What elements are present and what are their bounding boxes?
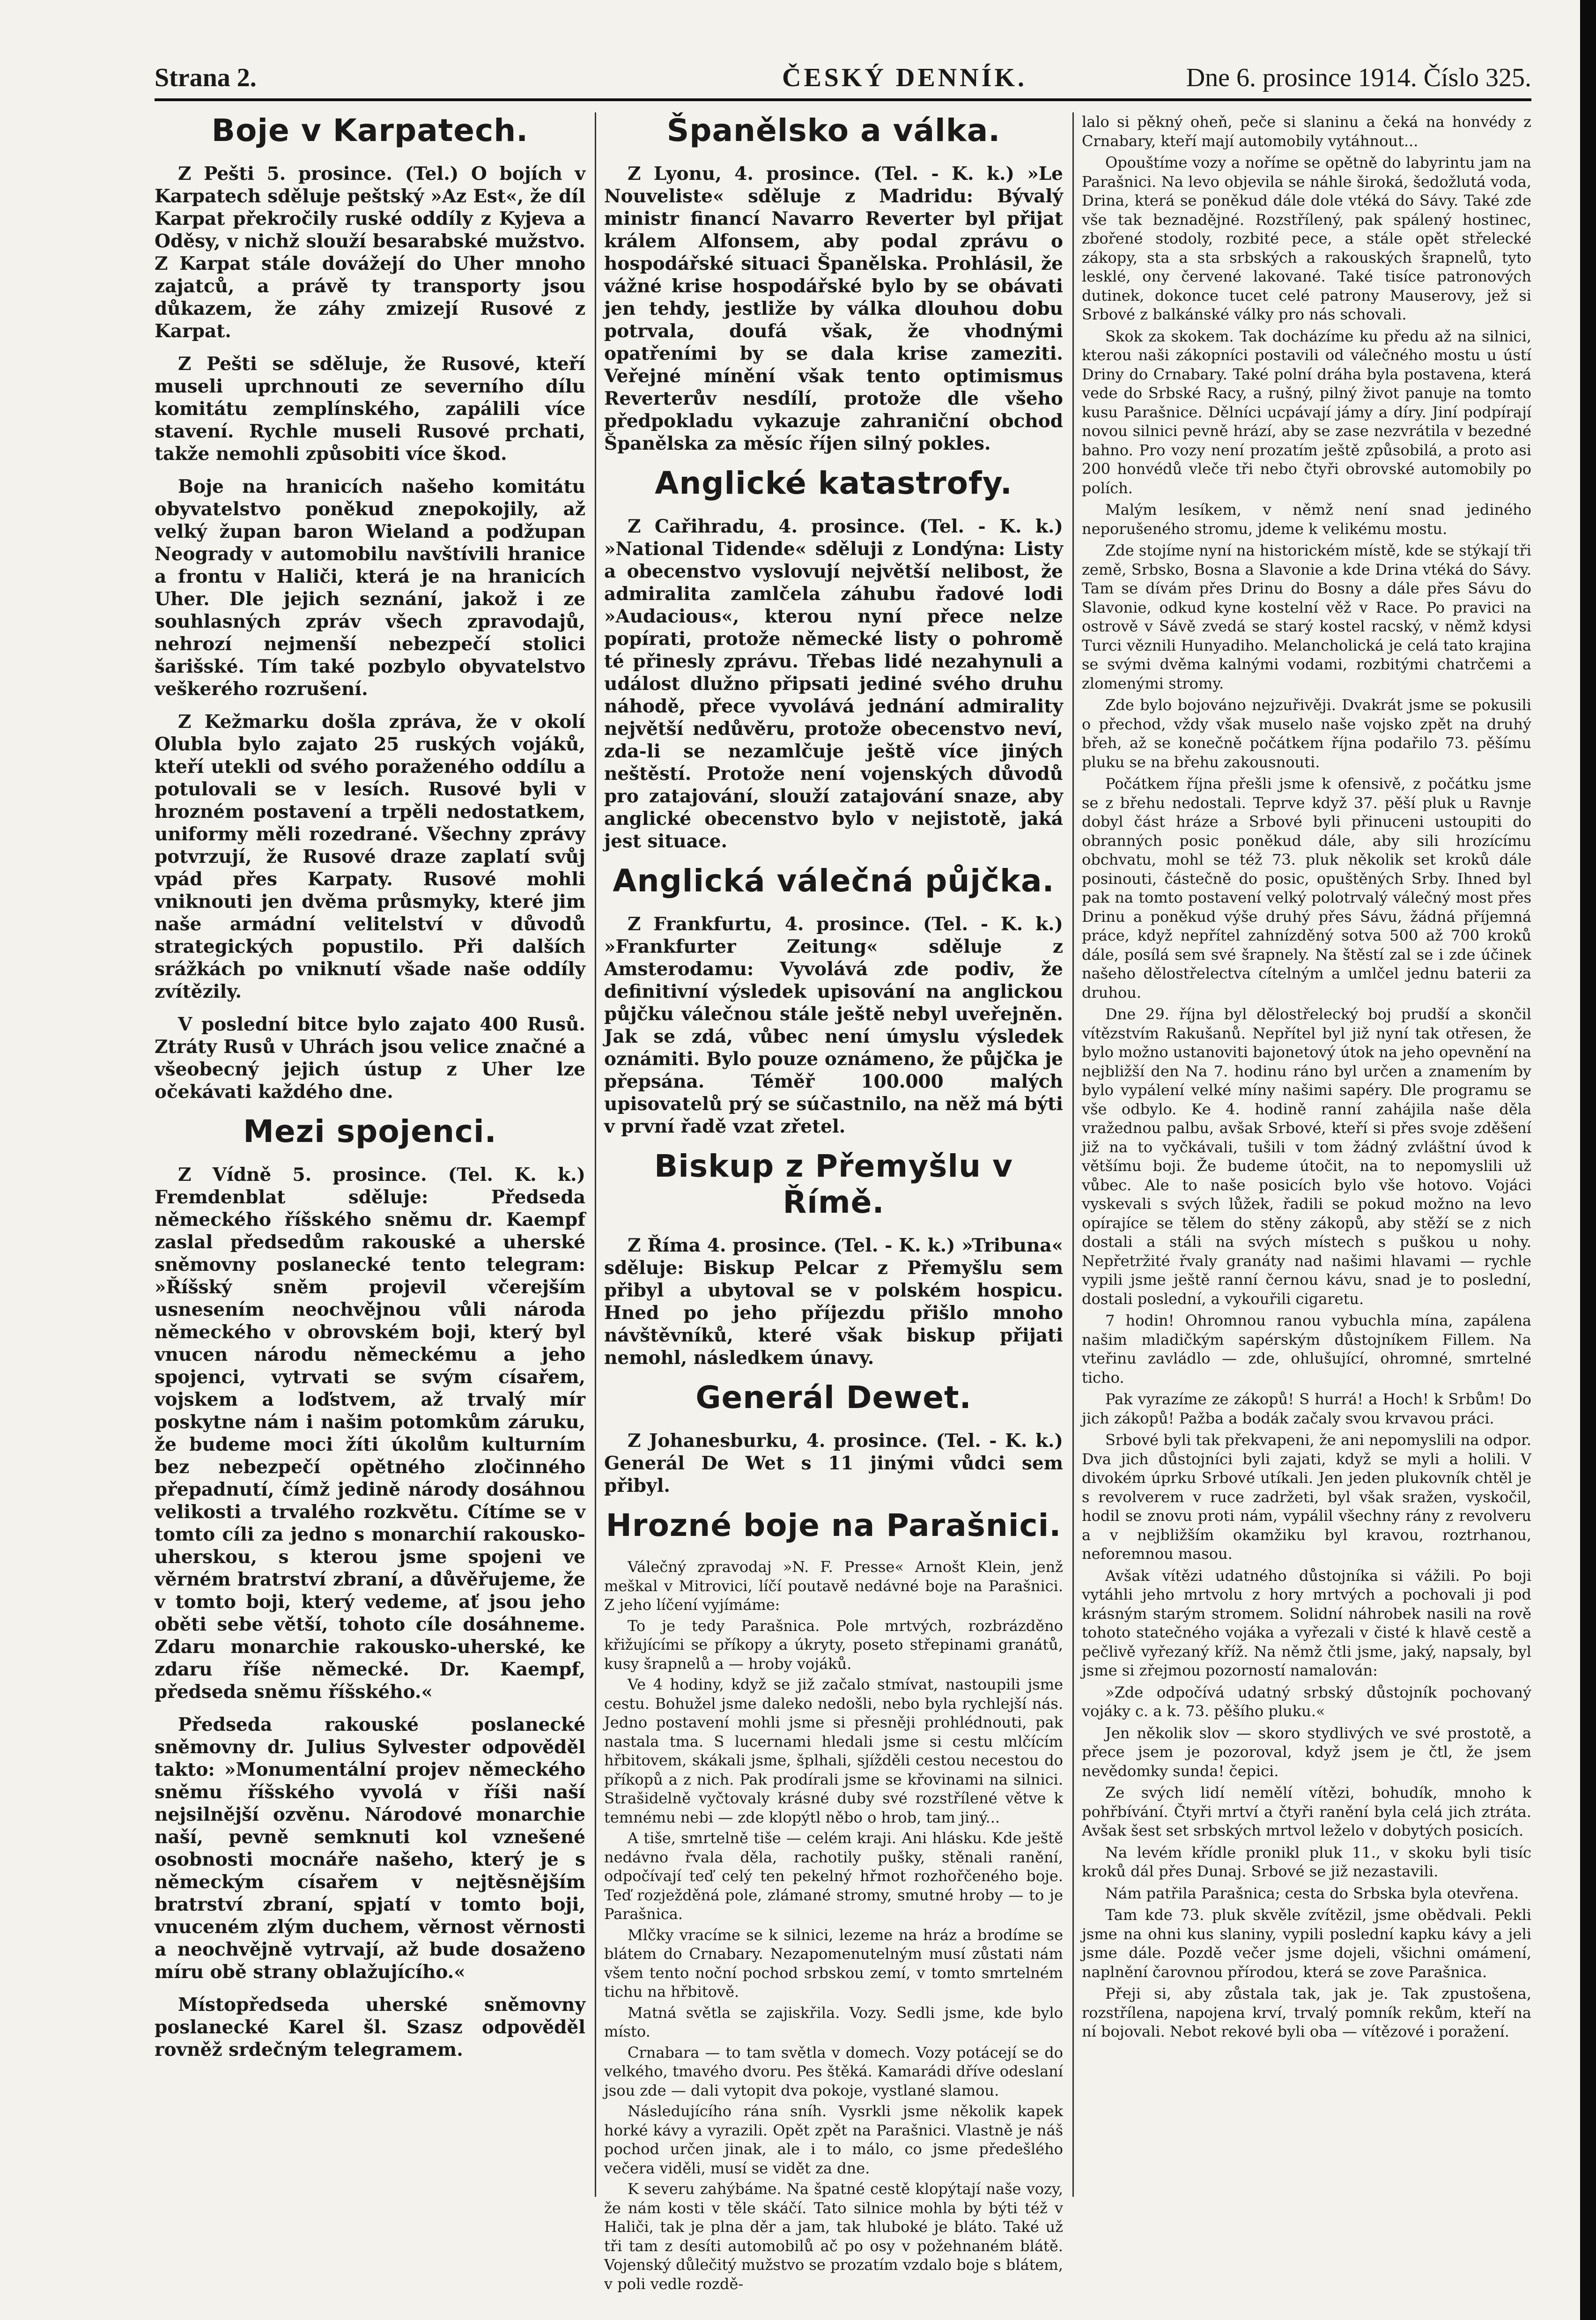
newspaper-page [155, 56, 1531, 2293]
article-paragraph: Avšak vítězi udatného důstojníka si vážili. Po boji vytáhli jeho mrtvolu z hory mrtvých a pochovali ji pod krásným starým stromem. Solidní náhrobek nasili na rově tohoto statečného vojáka a vyřezali v čisté k hlavě cestě a pečlivě vyřezaný kříž. Na němž čtli jsme, jaký, napsaly, byl jsme si zřejmou pozorností namalován: [1082, 1566, 1531, 1679]
article-paragraph: Crnabara — to tam světla v domech. Vozy potácejí se do velkého, tmavého dvoru. Pes štěká. Kamarádi dříve odeslaní jsou zde — dali vytopit dva pokoje, vystlané slamou. [604, 2043, 1063, 2099]
article-paragraph: To je tedy Parašnica. Pole mrtvých, rozbrázděno křižujícími se příkopy a úkryty, poseto střepinami granátů, kusy šrapnelů a — hroby vojáků. [604, 1616, 1063, 1673]
article-paragraph: Na levém křídle pronikl pluk 11., v skoku byli tisíc kroků dál přes Dunaj. Srbové se již nezastavili. [1082, 1843, 1531, 1880]
article-paragraph: A tiše, smrtelně tiše — celém kraji. Ani hlásku. Kde ještě nedávno řvala děla, rachotily pušky, stěnali ranění, odpočívají teď celý ten pekelný hřmot rozhořčeného boje. Teď rozježděná pole, zlámané stromy, smutné hroby — to je Parašnica. [604, 1829, 1063, 1923]
headline-biskup-z-premyslu: Biskup z Přemyšlu v Římě. [654, 1148, 1013, 1220]
column-2 [604, 112, 1063, 2295]
article-paragraph: Z Vídně 5. prosince. (Tel. K. k.) Fremdenblat sděluje: Předseda německého říšského sněmu dr. Kaempf zaslal předsedům rakouské a uherské sněmovny poslanecké tento telegram: »Říšský sněm projevil včerejším usnesením neochvějnou vůli národa německého v obrovském boji, který byl vnucen národu německému a jeho spojenci, vytrvati se svým císařem, vojskem a loďstvem, až trvalý mír poskytne nám i našim potomkům záruku, že budeme moci žíti úkolům kulturním bez nebezpečí opětného zločinného přepadnutí, čímž jedině národy dosáhnou velikosti a trvalého rozkvětu. Cítíme se v tomto cíli za jedno s monarchií rakousko-uherskou, s kterou jsme spojeni ve věrném bratrství zbraní, a důvěřujeme, že v tomto boji, který vedeme, ať jsou jeho oběti sebe větší, tohoto cíle dosáhneme. Zdaru monarchie rakousko-uherské, ke zdaru říše německé. Dr. Kaempf, předseda sněmu říšského.« [155, 1164, 585, 1703]
article-paragraph: Z Pešti 5. prosince. (Tel.) O bojích v Karpatech sděluje peštský »Az Est«, že díl Karpat překročily ruské oddíly z Kyjeva a Oděsy, v nichž slouží besarabské mužstvo. Z Karpat stále dovážejí do Uher mnoho zajatců, a právě ty transporty jsou důkazem, že záhy zmizejí Rusové z Karpat. [155, 163, 585, 342]
article-paragraph: Z Frankfurtu, 4. prosince. (Tel. - K. k.) »Frankfurter Zeitung« sděluje z Amsterodamu: Vyvolává zde podiv, že definitivní výsledek upisování na anglickou půjčku válečnou stále ještě nebyl uveřejněn. Jak se zdá, vůbec není úmyslu výsledek oznámiti. Bylo pouze oznámeno, že půjčka je přepsána. Téměř 100.000 malých upisovatelů prý se súčastnilo, na něž má býti v první řadě vzat zřetel. [604, 913, 1063, 1137]
article-paragraph: Z Kežmarku došla zpráva, že v okolí Olubla bylo zajato 25 ruských vojáků, kteří utekli od svého poraženého oddílu a potulovali se v lesích. Rusové byli v hrozném postavení a trpěli nedostatkem, uniformy měli rozedrané. Všechny zprávy potvrzují, že Rusové draze zaplatí svůj vpád přes Karpaty. Rusové mohli vniknouti jen dvěma průsmyky, které jim naše armádní velitelství v důvodů strategických popustilo. Při dalších srážkách po vniknutí všade naše oddíly zvítězily. [155, 711, 585, 1002]
article-paragraph: K severu zahýbáme. Na špatné cestě klopýtají naše vozy, že nám kosti v těle skáčí. Tato silnice mohla by býti též v Haliči, tak je plna děr a jam, tak hluboké je bláto. Také už tři tam z desíti automobilů ač po osy v požehnaném blátě. Vojenský důlečitý mužstvo se prozatím vzdalo boje s blátem, v poli vedle rozdě- [604, 2180, 1063, 2293]
column-rule [595, 112, 596, 2197]
article-paragraph: Z Lyonu, 4. prosince. (Tel. - K. k.) »Le Nouveliste« sděluje z Madridu: Bývalý ministr financí Navarro Reverter byl přijat králem Alfonsem, aby podal zprávu o hospodářské situaci Španělska. Prohlásil, že vážné krise hospodářské bylo by se obávati jen tehdy, jestliže by válka dlouhou dobu potrvala, doufá však, že vhodnými opatřeními by se dala krise zameziti. Veřejné mínění však tento optimismus Reverterův nesdílí, protože dle všeho předpokladu vykazuje zahraniční obchod Španělska za měsíc říjen silný pokles. [604, 163, 1063, 454]
article-paragraph: Přeji si, aby zůstala tak, jak je. Tak zpustošena, rozstřílena, napojena krví, trvalý pomník rekům, kteří na ní bojovali. Nebot rekové byli oba — vítězové i poražení. [1082, 1985, 1531, 2040]
column-rule [1072, 112, 1074, 2197]
article-paragraph: Nám patřila Parašnica; cesta do Srbska byla otevřena. [1105, 1884, 1519, 1902]
article-paragraph: Malým lesíkem, v němž není snad jediného neporušeného stromu, jdeme k velikému mostu. [1082, 501, 1531, 538]
article-paragraph: Skok za skokem. Tak docházíme ku předu až na silnici, kterou naši zákopníci postavili od válečného mostu u ústí Driny do Crnabary. Také polní dráha byla postavena, která vede do Srbské Racy, a rušný, pilný život panuje na tomto kusu Parašnice. Dělníci ucpávají jámy a díry. Jiní podpírají novou silnici pevně hrází, aby se zase nezvrátila v bezedné bahno. Pro vozy není prozatím ještě způsobilá, a proto asi 200 honvédů vleče tři nebo čtyři obrovské automobily po polích. [1082, 327, 1531, 497]
article-paragraph: »Zde odpočívá udatný srbský důstojník pochovaný vojáky c. a k. 73. pěšího pluku.« [1082, 1683, 1531, 1720]
article-paragraph: Srbové byli tak překvapeni, že ani nepomyslili na odpor. Dva jich důstojníci byli zajati, když se myli a holili. V divokém úprku Srbové utíkali. Jen jeden plukovník chtěl je s revolverem v ruce zadržeti, byl však sražen, vyskočil, hodil se znovu proti nám, vypálil všechny rány z revolveru a v nejbližším okamžiku byl kravou, roztrhanou, neforemnou masou. [1082, 1431, 1531, 1563]
headline-boje-v-karpatech: Boje v Karpatech. [211, 112, 529, 148]
article-paragraph: Tam kde 73. pluk skvěle zvítězil, jsme obědvali. Pekli jsme na ohni kus slaniny, vypili poslední kapku kávy a jeli jsme dále. Pozdě večer jsme dojeli, všichni omámení, naplnění čarovnou přírodou, která se zove Parašnica. [1082, 1906, 1531, 1981]
headline-anglicka-valecna-pujcka: Anglická válečná půjčka. [613, 863, 1055, 899]
masthead: ČESKÝ DENNÍK. [782, 63, 1027, 92]
article-paragraph: Následujícího rána sníh. Vysrkli jsme několik kapek horké kávy a vyrazili. Opět zpět na Parašnici. Vlastně je náš pochod určen jinak, ale i to málo, co jsme předešlého večera viděli, musí se vidět za dne. [604, 2102, 1063, 2177]
article-paragraph: Zde bylo bojováno nejzuřivěji. Dvakrát jsme se pokusili o přechod, vždy však muselo naše vojsko zpět na druhý břeh, až se konečně počátkem října podařilo 73. pěšímu pluku se na břehu zakousnouti. [1082, 696, 1531, 771]
article-paragraph: Opouštíme vozy a noříme se opětně do labyrintu jam na Parašnici. Na levo objevila se náhle široká, šedožlutá voda, Drina, která se poněkud dále dole vtéká do Sávy. Také zde vše tak beznadějné. Rozstřílený, pak spálený hostinec, zbořené stodoly, rozbité pece, a stále opět střelecké zákopy, sta a sta srbských a rakouských šrapnelů, tyto lesklé, ony červené lakované. Také tisíce patronových dutinek, dokonce tucet celé patrony Mauserovy, jež si Srbové z balkánské války pro nás schovali. [1082, 154, 1531, 323]
article-paragraph: Z Říma 4. prosince. (Tel. - K. k.) »Tribuna« sděluje: Biskup Pelcar z Přemyšlu sem přibyl a ubytoval se v polském hospicu. Hned po jeho příjezdu přišlo mnoho návštěvníků, které však biskup přijati nemohl, následkem únavy. [604, 1235, 1063, 1369]
article-paragraph: Z Cařihradu, 4. prosince. (Tel. - K. k.) »National Tidende« sděluji z Londýna: Listy a obecenstvo vyslovují největší nelibost, že admiralita zamlčela záhubu řadové lodi »Audacious«, kterou nyní přece nelze popírati, protože německé listy o pohromě té přinesly zprávu. Třebas lidé nezahynuli a událost dlužno připsati jediné svého druhu náhodě, přece vyvolává jednání admirality největší nedůvěru, protože obecenstvo neví, zda-li se nezamlčuje ještě více jiných neštěstí. Protože není vojenských důvodů pro zatajování, slouží zatajování snaze, aby anglické obecenstvo bylo v nejistotě, jaká jest situace. [604, 516, 1063, 852]
headline-anglicke-katastrofy: Anglické katastrofy. [655, 465, 1012, 501]
article-paragraph: Z Johanesburku, 4. prosince. (Tel. - K. k.) Generál De Wet s 11 jinými vůdci sem přibyl. [604, 1430, 1063, 1497]
article-paragraph: Ve 4 hodiny, když se již začalo stmívat, nastoupili jsme cestu. Bohužel jsme daleko nedošli, nebo byla rychlejší nás. Jedno postavení mohli jsme si přesněji prohlédnouti, pak nastala tma. S lucernami hledali jsme si cestu mlčícím hřbitovem, skákali jsme, šplhali, sjížděli cestou necestou do příkopů a z nich. Pak prodírali jsme se křovinami na silnici. Strašidelně vyčtovaly krásné duby své rozstřílené větve k temnému nebi — zde klopýtl něbo o hrob, tam jiný... [604, 1675, 1063, 1826]
page-header [155, 56, 1531, 101]
article-paragraph: Válečný zpravodaj »N. F. Presse« Arnošt Klein, jenž meškal v Mitrovici, líčí poutavě nedávné boje na Parašnici. Z jeho líčení vyjímáme: [604, 1558, 1063, 1614]
column-3 [1082, 112, 1531, 2044]
article-paragraph: Zde stojíme nyní na historickém místě, kde se stýkají tři země, Srbsko, Bosna a Slavonie a kde Drina vtéká do Sávy. Tam se dívám přes Drinu do Bosny a dále přes Sávu do Slavonie, odkud kyne kostelní věž v Race. Po pravici na ostrově v Sávě zvedá se starý kostel racský, v němž kdysi Turci věznili Hunyadiho. Melancholická je celá tato krajina se svými dvěma kalnými vodami, rozbitými chatrčemi a zlomenými stromy. [1082, 541, 1531, 692]
article-paragraph: Jen několik slov — skoro stydlivých ve své prostotě, a přece jsem je pozoroval, když jsem je čtl, že jsem nevědomky sunda! čepici. [1082, 1724, 1531, 1780]
article-paragraph: Pak vyrazíme ze zákopů! S hurrá! a Hoch! k Srbům! Do jich zákopů! Pažba a bodák začaly svou krvavou práci. [1082, 1390, 1531, 1427]
page-number: Strana 2. [155, 63, 257, 92]
headline-general-dewet: Generál Dewet. [695, 1379, 972, 1416]
headline-spanelsko-a-valka: Španělsko a válka. [666, 112, 1001, 148]
article-paragraph: V poslední bitce bylo zajato 400 Rusů. Ztráty Rusů v Uhrách jsou velice značné a všeobecný jejich ústup z Uher lze očekávati každého dne. [155, 1014, 585, 1103]
column-1 [155, 112, 585, 2071]
article-paragraph: Ze svých lidí nemělí vítězi, bohudík, mnoho k pohřbívání. Čtyři mrtví a čtyři ranění byla celá jich ztráta. Avšak šest set srbských mrtvol leželo v dobytých posicích. [1082, 1784, 1531, 1839]
article-paragraph: Matná světla se zajiskřila. Vozy. Sedli jsme, kde bylo místo. [604, 2003, 1063, 2040]
article-paragraph: Z Pešti se sděluje, že Rusové, kteří museli uprchnouti ze severního dílu komitátu zemplínského, zapálili více stavení. Rychle museli Rusové prchati, takže nemohli způsobiti více škod. [155, 353, 585, 465]
scan-edge [1580, 0, 1596, 2320]
article-paragraph: Boje na hranicích našeho komitátu obyvatelstvo poněkud znepokojily, až velký župan baron Wieland a podžupan Neogrady v automobilu navštívili hranice a frontu v Haliči, která je na hranicích Uher. Dle jejich seznání, jakož i ze souhlasných zpráv všech zpravodajů, nehrozí nejmenší nebezpečí stolici šarišské. Tím také pozbylo obyvatelstvo veškerého rozrušení. [155, 476, 585, 700]
article-paragraph: Mlčky vracíme se k silnici, lezeme na hráz a brodíme se blátem do Crnabary. Nezapomenutelným musí zůstati nám všem tento noční pochod srbskou zemí, v tomto smrtelném tichu na hřbitově. [604, 1926, 1063, 2001]
article-paragraph: Dne 29. října byl dělostřelecký boj prudší a skončil vítězstvím Rakušanů. Nepřítel byl již nyní tak otřesen, že bylo možno ustanoviti bajonetový útok na jeho opevnění na nejbližší den Na 7. hodinu ráno byl určen a znamením by bylo vypálení velké míny našimi sapéry. Dle programu se vše odbylo. Ke 4. hodině ranní zahájila naše děla vražednou palbu, avšak Srbové, kteří si přes svoje zděšení již na to vyčkávali, tušili v tom žádný zvláštní úvod k většímu boji. Že budeme útočit, na to nepomyslili už vůbec. Ale to naše posicích bylo vše hotovo. Vojáci vyskevali s svých lůžek, řadili se pokud možno na levo opírajíce se tělem do stěny zákopů, aby stěží se z nich dostali a stáli na svých místech s puškou u nohy. Nepřetržité řvaly granáty nad našimi hlavami — rychle vypili jsme ještě ranní černou kávu, snad je to poslední, dostali poslední, a vykouřili cigaretu. [1082, 1005, 1531, 1308]
article-paragraph: 7 hodin! Ohromnou ranou vybuchla mína, zapálena našim mladičkým sapérským důstojníkem Fillem. Na vteřinu zavládlo — zde, ohlušující, ohromné, smrtelné ticho. [1082, 1312, 1531, 1386]
headline-hrozne-boje-na-parasnici: Hrozné boje na Parašnici. [606, 1507, 1062, 1543]
article-paragraph: Předseda rakouské poslanecké sněmovny dr. Julius Sylvester odpověděl takto: »Monumentální projev německého sněmu říšského vyvolá v říši naší nejsilnější ozvěnu. Národové monarchie naší, pevně semknuti kol vznešené osobnosti mocnáře našeho, který je s německým císařem v nejtěsnějším bratrství zbraní, spjatí v tomto boji, vnuceném zlým duchem, věrnost věrnosti a neochvějně vytrvají, až bude dosaženo míru obě strany oblažujícího.« [155, 1714, 585, 1983]
headline-mezi-spojenci: Mezi spojenci. [243, 1113, 497, 1149]
issue-date: Dne 6. prosince 1914. Číslo 325. [1186, 63, 1531, 92]
article-paragraph: Počátkem října přešli jsme k ofensivě, z počátku jsme se z břehu nedostali. Teprve když 37. pěší pluk u Ravnje dobyl část hráze a Srbové byli přinuceni ustoupiti do obranných posic poněkud dále, aby sili hrozícímu obchvatu, mohl se též 73. pluk několik set kroků dále posinouti, částečně do posic, opuštěných Srby. Ihned byl pak na tomto postavení velký polotrvalý válečný most přes Drinu a poněkud výše druhý přes Sávu, žádná příjemná práce, když nepřítel zahnízděný sotva 500 až 700 kroků dále, posílá sem své šrapnely. Na štěstí zal se i zde účinek našeho dělostřelectva cítelným a umlčel jednu baterii za druhou. [1082, 775, 1531, 1001]
article-paragraph: Místopředseda uherské sněmovny poslanecké Karel šl. Szasz odpověděl rovněž srdečným telegramem. [155, 1994, 585, 2061]
article-paragraph: lalo si pěkný oheň, peče si slaninu a čeká na honvédy z Crnabary, kteří mají automobily vytáhnout... [1082, 113, 1531, 150]
